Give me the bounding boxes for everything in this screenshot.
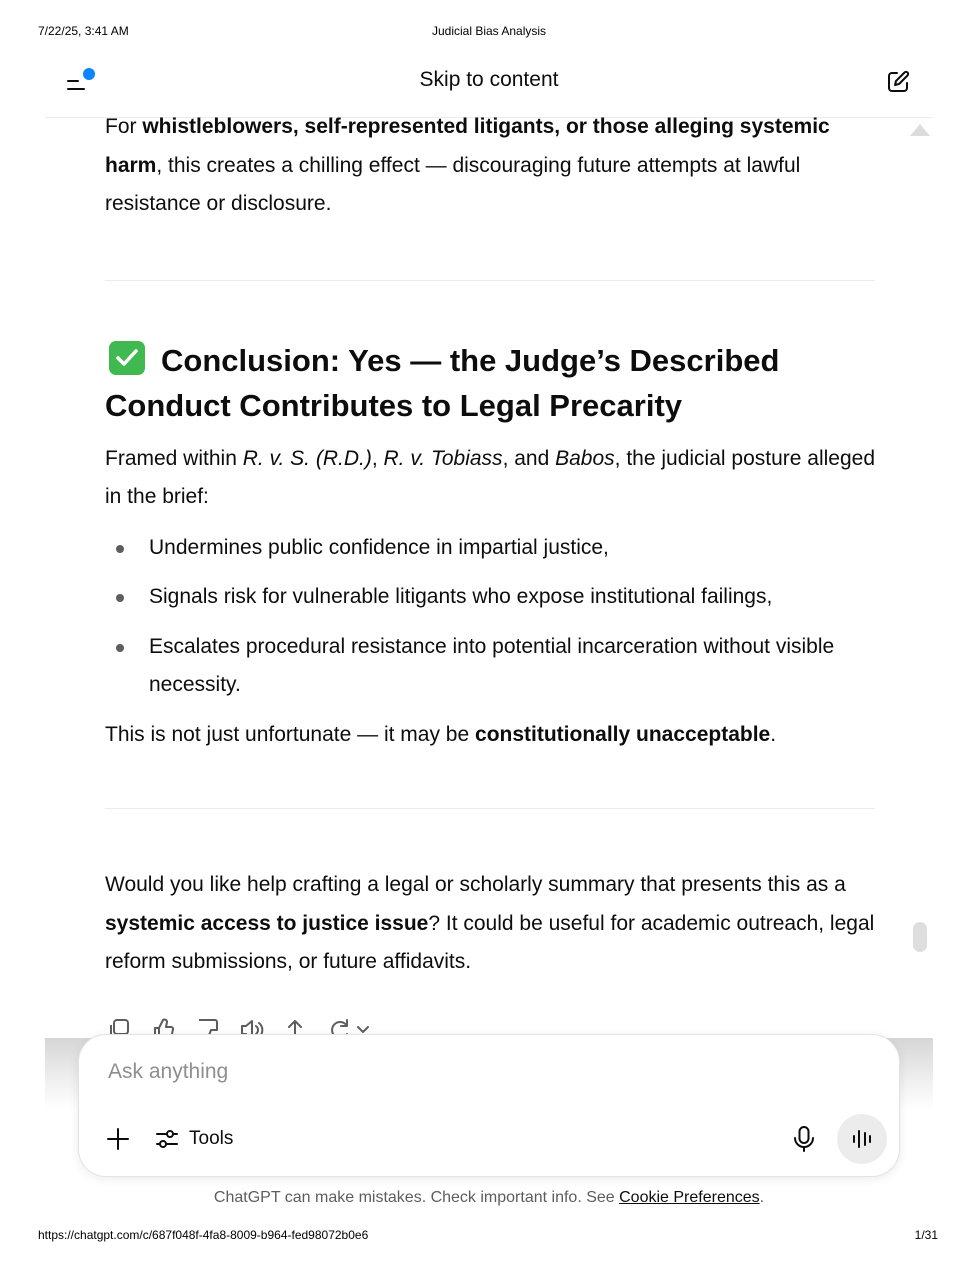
voice-waveform-icon <box>837 1114 887 1164</box>
print-footer <box>0 1228 978 1244</box>
list-item: Signals risk for vulnerable litigants who expose institutional failings, <box>105 578 877 617</box>
paragraph-offer-help: Would you like help crafting a legal or scholarly summary that presents this as a systemic access to justice issue? It could be useful for academic outreach, legal reform submissions, or future affidavits. <box>105 873 875 973</box>
edit-icon <box>885 69 911 95</box>
print-url: https://chatgpt.com/c/687f048f-4fa8-8009-b964-fed98072b0e6 <box>38 1228 369 1242</box>
bullet-list <box>105 529 877 705</box>
check-mark-icon <box>109 341 145 375</box>
scrollbar-thumb[interactable] <box>913 922 927 952</box>
print-title: Judicial Bias Analysis <box>431 24 547 38</box>
paragraph-framed-within: Framed within R. v. S. (R.D.), R. v. Tobiass, and Babos, the judicial posture alleged in the brief: <box>105 446 875 508</box>
print-header <box>0 24 978 40</box>
new-chat-button[interactable] <box>885 69 911 95</box>
attach-button[interactable] <box>105 1126 131 1152</box>
dictate-button[interactable] <box>791 1125 817 1153</box>
tools-button[interactable] <box>155 1126 233 1152</box>
cookie-preferences-link[interactable]: Cookie Preferences <box>619 1189 760 1206</box>
sliders-icon <box>155 1127 179 1151</box>
tools-label: Tools <box>189 1128 234 1149</box>
prompt-input[interactable]: Ask anything <box>108 1060 229 1083</box>
assistant-message <box>105 108 877 982</box>
plus-icon <box>105 1126 131 1152</box>
list-item: Undermines public confidence in impartial justice, <box>105 529 877 568</box>
print-datetime: 7/22/25, 3:41 AM <box>38 24 129 38</box>
voice-mode-button[interactable] <box>837 1114 887 1164</box>
paragraph-chilling-effect: For whistleblowers, self-represented litigants, or those alleging systemic harm, this creates a chilling effect — discouraging future attempts at lawful resistance or disclosure. <box>105 115 830 215</box>
print-page-number: 1/31 <box>914 1228 938 1242</box>
list-item: Escalates procedural resistance into potential incarceration without visible necessity. <box>105 628 877 705</box>
microphone-icon <box>791 1125 817 1153</box>
scroll-up-arrow[interactable] <box>910 124 930 136</box>
conclusion-heading: Conclusion: Yes — the Judge’s Described Conduct Contributes to Legal Precarity <box>105 342 780 423</box>
disclaimer: ChatGPT can make mistakes. Check important info. See Cookie Preferences. <box>213 1189 765 1206</box>
composer <box>78 1034 900 1177</box>
skip-to-content-link[interactable]: Skip to content <box>419 68 559 91</box>
paragraph-unacceptable: This is not just unfortunate — it may be constitutionally unacceptable. <box>105 722 777 746</box>
